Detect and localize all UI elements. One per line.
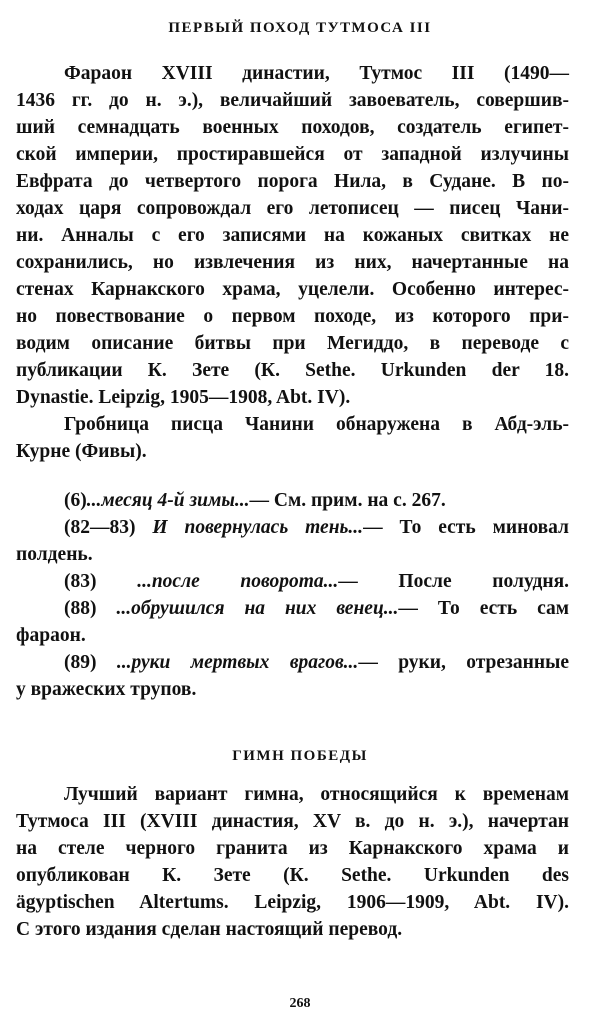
note-ref: (89) bbox=[64, 652, 97, 673]
text-line: Фараон XVIII династии, Тутмос III (1490— bbox=[64, 63, 569, 84]
text-line: ägyptischen Altertums. Leipzig, 1906—1909, Abt. IV). bbox=[16, 892, 569, 913]
note-continuation: у вражеских трупов. bbox=[16, 679, 197, 700]
note-explanation: — То есть сам bbox=[398, 598, 569, 619]
text-line: Dynastie. Leipzig, 1905—1908, Abt. IV). bbox=[16, 387, 351, 408]
text-line: Курне (Фивы). bbox=[16, 441, 147, 462]
note-ref: (82—83) bbox=[64, 517, 136, 538]
note-ref: (6) bbox=[64, 490, 87, 511]
note-ref: (83) bbox=[64, 571, 97, 592]
note-term: ...руки мертвых врагов... bbox=[116, 652, 359, 673]
note-explanation: — То есть миновал bbox=[363, 517, 569, 538]
note-continuation: фараон. bbox=[16, 625, 86, 646]
note-term: ...после поворота... bbox=[137, 571, 339, 592]
note-term: И повернулась тень... bbox=[152, 517, 364, 538]
note-item bbox=[64, 515, 569, 541]
text-line: сохранились, но извлечения из них, начертанные на bbox=[16, 252, 569, 273]
note-term: ...месяц 4-й зимы... bbox=[86, 490, 250, 511]
note-item bbox=[64, 596, 569, 622]
note-item bbox=[64, 488, 569, 514]
note-ref: (88) bbox=[64, 598, 97, 619]
text-line: Лучший вариант гимна, относящийся к временам bbox=[64, 784, 569, 805]
text-line: ни. Анналы с его записями на кожаных свитках не bbox=[16, 225, 569, 246]
text-line: ской империи, простиравшейся от западной излучины bbox=[16, 144, 569, 165]
text-line: Гробница писца Чанини обнаружена в Абд-эль- bbox=[64, 414, 569, 435]
section-title-hymn-of-victory: ГИМН ПОБЕДЫ bbox=[232, 748, 368, 764]
text-line: но повествование о первом походе, из которого при- bbox=[16, 306, 569, 327]
text-line: опубликован К. Зете (К. Sethe. Urkunden des bbox=[16, 865, 569, 886]
note-continuation: полдень. bbox=[16, 544, 93, 565]
text-line: Евфрата до четвертого порога Нила, в Судане. В по- bbox=[16, 171, 569, 192]
text-line: стенах Карнакского храма, уцелели. Особенно интерес- bbox=[16, 279, 569, 300]
text-line: на стеле черного гранита из Карнакского храма и bbox=[16, 838, 569, 859]
note-item bbox=[64, 650, 569, 676]
text-line: Тутмоса III (XVIII династия, XV в. до н. э.), начертан bbox=[16, 811, 569, 832]
section-title-first-campaign: ПЕРВЫЙ ПОХОД ТУТМОСА III bbox=[168, 20, 432, 36]
note-explanation: — руки, отрезанные bbox=[358, 652, 569, 673]
text-line: 1436 гг. до н. э.), величайший завоеватель, совершив- bbox=[16, 90, 569, 111]
note-explanation: — После полудня. bbox=[338, 571, 569, 592]
text-line: водим описание битвы при Мегиддо, в переводе с bbox=[16, 333, 569, 354]
text-line: ходах царя сопровождал его летописец — писец Чани- bbox=[16, 198, 569, 219]
text-line: ший семнадцать военных походов, создатель египет- bbox=[16, 117, 569, 138]
text-line: С этого издания сделан настоящий перевод. bbox=[16, 919, 403, 940]
note-explanation: — См. прим. на с. 267. bbox=[249, 490, 446, 511]
note-term: ...обрушился на них венец... bbox=[116, 598, 399, 619]
page-number: 268 bbox=[289, 996, 311, 1011]
note-item bbox=[64, 569, 569, 595]
text-line: публикации К. Зете (К. Sethe. Urkunden der 18. bbox=[16, 360, 569, 381]
